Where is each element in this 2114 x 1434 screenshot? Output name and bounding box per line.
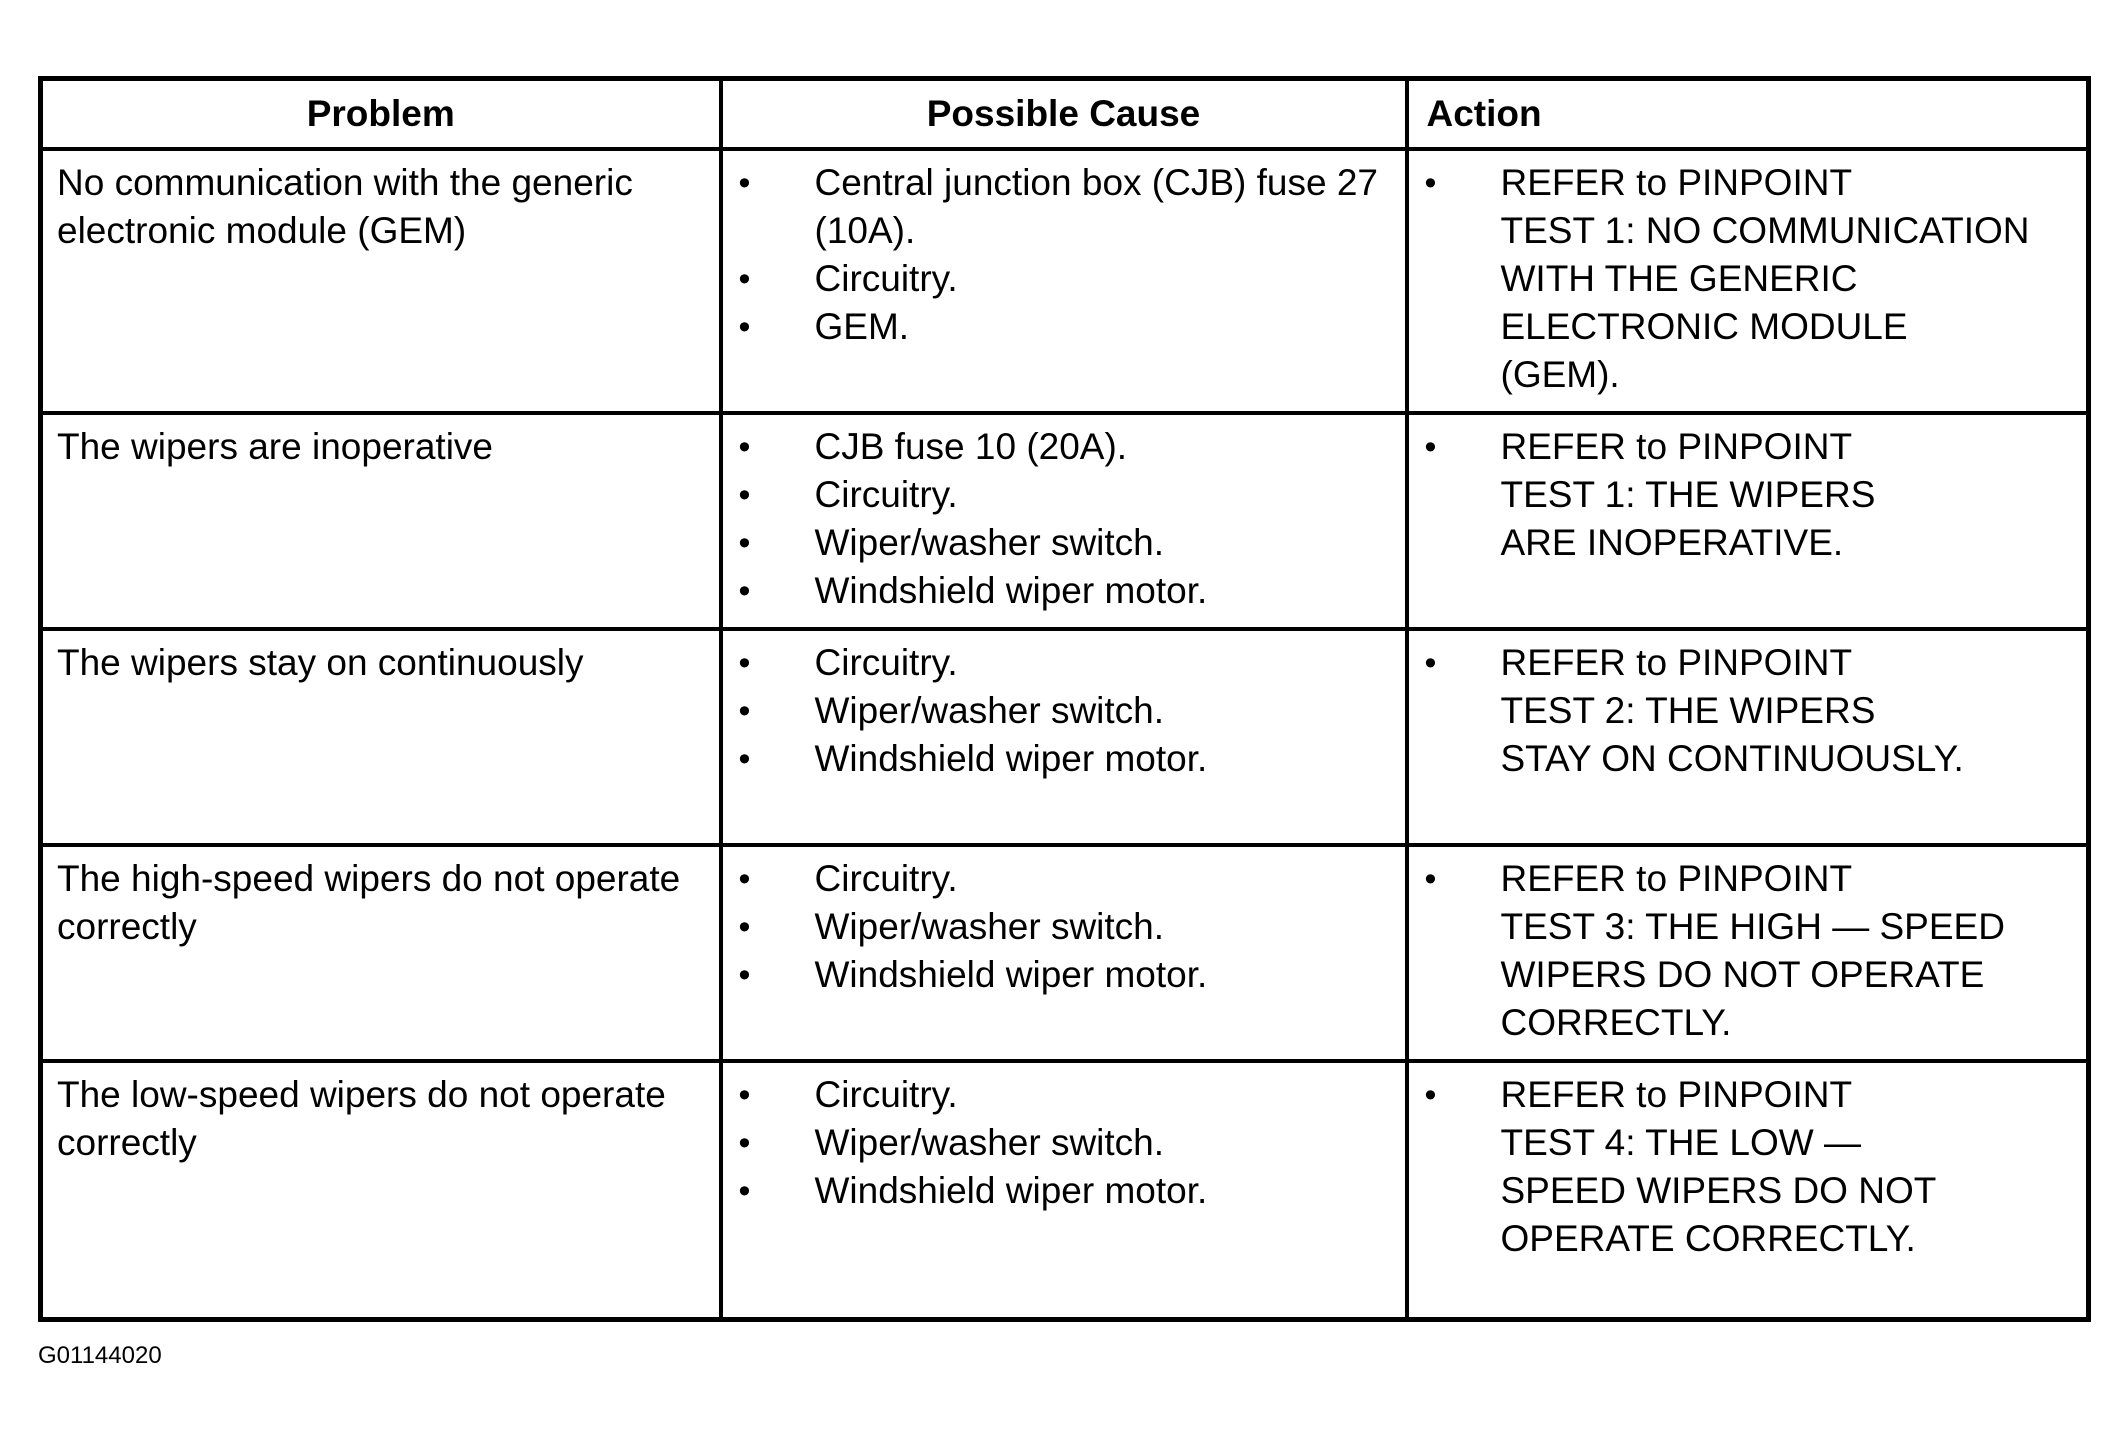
bullet-icon: • — [738, 1172, 751, 1211]
bullet-icon: • — [738, 644, 751, 683]
header-row — [41, 79, 2089, 150]
problem-column-header: Problem — [41, 79, 721, 150]
bullet-icon: • — [1424, 1076, 1437, 1115]
cause-item — [723, 1071, 1393, 1119]
bullet-icon: • — [738, 1076, 751, 1115]
bullet-icon: • — [738, 908, 751, 947]
action-cell — [1407, 845, 2089, 1061]
action-cell — [1407, 149, 2089, 413]
cause-text: Circuitry. — [814, 858, 958, 900]
bullet-icon: • — [738, 164, 751, 202]
problem-cell: The wipers are inoperative — [41, 413, 721, 629]
cause-item — [723, 1167, 1393, 1215]
bullet-icon: • — [738, 740, 751, 779]
bullet-icon: • — [738, 956, 751, 995]
bullet-icon: • — [738, 476, 751, 515]
action-text: REFER to PINPOINT TEST 3: THE HIGH — SPEED WIPERS DO NOT OPERATE CORRECTLY. — [1500, 858, 2005, 1044]
bullet-icon: • — [1424, 164, 1437, 202]
bullet-icon: • — [738, 572, 751, 611]
cause-text: Circuitry. — [814, 258, 958, 299]
possible-cause-cell — [721, 413, 1407, 629]
table-row — [41, 149, 2089, 413]
cause-text: Wiper/washer switch. — [814, 522, 1165, 564]
cause-text: Wiper/washer switch. — [814, 1122, 1165, 1164]
action-text: REFER to PINPOINT TEST 2: THE WIPERS STAY ON CONTINUOUSLY. — [1500, 642, 1964, 780]
problem-cell: The low-speed wipers do not operate correctly — [41, 1061, 721, 1319]
cause-item — [723, 519, 1393, 567]
cause-list — [723, 415, 1405, 615]
bullet-icon: • — [738, 260, 751, 298]
problem-cell: No communication with the generic electronic module (GEM) — [41, 149, 721, 413]
table-row — [41, 413, 2089, 629]
cause-text: Wiper/washer switch. — [814, 690, 1165, 732]
possible-cause-column-header: Possible Cause — [721, 79, 1407, 150]
cause-text: GEM. — [814, 306, 910, 347]
bullet-icon: • — [738, 692, 751, 731]
action-item — [1409, 1071, 2075, 1263]
action-item — [1409, 159, 2075, 399]
cause-item — [723, 951, 1393, 999]
cause-text: Windshield wiper motor. — [814, 1170, 1208, 1212]
cause-list — [723, 151, 1405, 351]
action-list — [1409, 631, 2087, 783]
action-cell — [1407, 1061, 2089, 1319]
cause-item — [723, 735, 1393, 783]
bullet-icon: • — [1424, 644, 1437, 683]
bullet-icon: • — [738, 308, 751, 346]
bullet-icon: • — [738, 428, 751, 467]
cause-text: Windshield wiper motor. — [814, 738, 1208, 780]
possible-cause-cell — [721, 149, 1407, 413]
cause-text: Circuitry. — [814, 642, 958, 684]
cause-list — [723, 631, 1405, 783]
cause-item — [723, 1119, 1393, 1167]
cause-item — [723, 423, 1393, 471]
problem-cell: The wipers stay on continuously — [41, 629, 721, 845]
cause-list — [723, 847, 1405, 999]
figure-code-label: G01144020 — [38, 1342, 162, 1369]
bullet-icon: • — [1424, 860, 1437, 899]
possible-cause-cell — [721, 629, 1407, 845]
action-column-header: Action — [1407, 79, 2089, 150]
action-list — [1409, 151, 2087, 399]
cause-item — [723, 471, 1393, 519]
cause-list — [723, 1063, 1405, 1215]
cause-item — [723, 903, 1393, 951]
bullet-icon: • — [738, 524, 751, 563]
cause-item — [723, 303, 1393, 351]
action-text: REFER to PINPOINT TEST 4: THE LOW — SPEED WIPERS DO NOT OPERATE CORRECTLY. — [1500, 1074, 1937, 1260]
action-list — [1409, 1063, 2087, 1263]
cause-item — [723, 855, 1393, 903]
table-row — [41, 629, 2089, 845]
cause-text: Wiper/washer switch. — [814, 906, 1165, 948]
cause-text: Windshield wiper motor. — [814, 570, 1208, 612]
diagnosis-table — [38, 76, 2091, 1322]
action-text: REFER to PINPOINT TEST 1: NO COMMUNICATION WITH THE GENERIC ELECTRONIC MODULE (GEM). — [1500, 162, 2030, 395]
cause-item — [723, 687, 1393, 735]
action-item — [1409, 423, 2075, 567]
cause-item — [723, 567, 1393, 615]
cause-text: Circuitry. — [814, 1074, 958, 1116]
problem-cell: The high-speed wipers do not operate correctly — [41, 845, 721, 1061]
cause-item — [723, 255, 1393, 303]
action-cell — [1407, 413, 2089, 629]
action-text: REFER to PINPOINT TEST 1: THE WIPERS ARE INOPERATIVE. — [1500, 426, 1876, 564]
table-row — [41, 1061, 2089, 1319]
possible-cause-cell — [721, 1061, 1407, 1319]
cause-text: CJB fuse 10 (20A). — [814, 426, 1128, 468]
bullet-icon: • — [1424, 428, 1437, 467]
action-item — [1409, 855, 2075, 1047]
action-list — [1409, 847, 2087, 1047]
possible-cause-cell — [721, 845, 1407, 1061]
action-cell — [1407, 629, 2089, 845]
cause-text: Windshield wiper motor. — [814, 954, 1208, 996]
bullet-icon: • — [738, 860, 751, 899]
action-item — [1409, 639, 2075, 783]
action-list — [1409, 415, 2087, 567]
table-row — [41, 845, 2089, 1061]
cause-item — [723, 159, 1393, 255]
cause-item — [723, 639, 1393, 687]
cause-text: Circuitry. — [814, 474, 958, 516]
bullet-icon: • — [738, 1124, 751, 1163]
cause-text: Central junction box (CJB) fuse 27 (10A). — [814, 162, 1378, 251]
